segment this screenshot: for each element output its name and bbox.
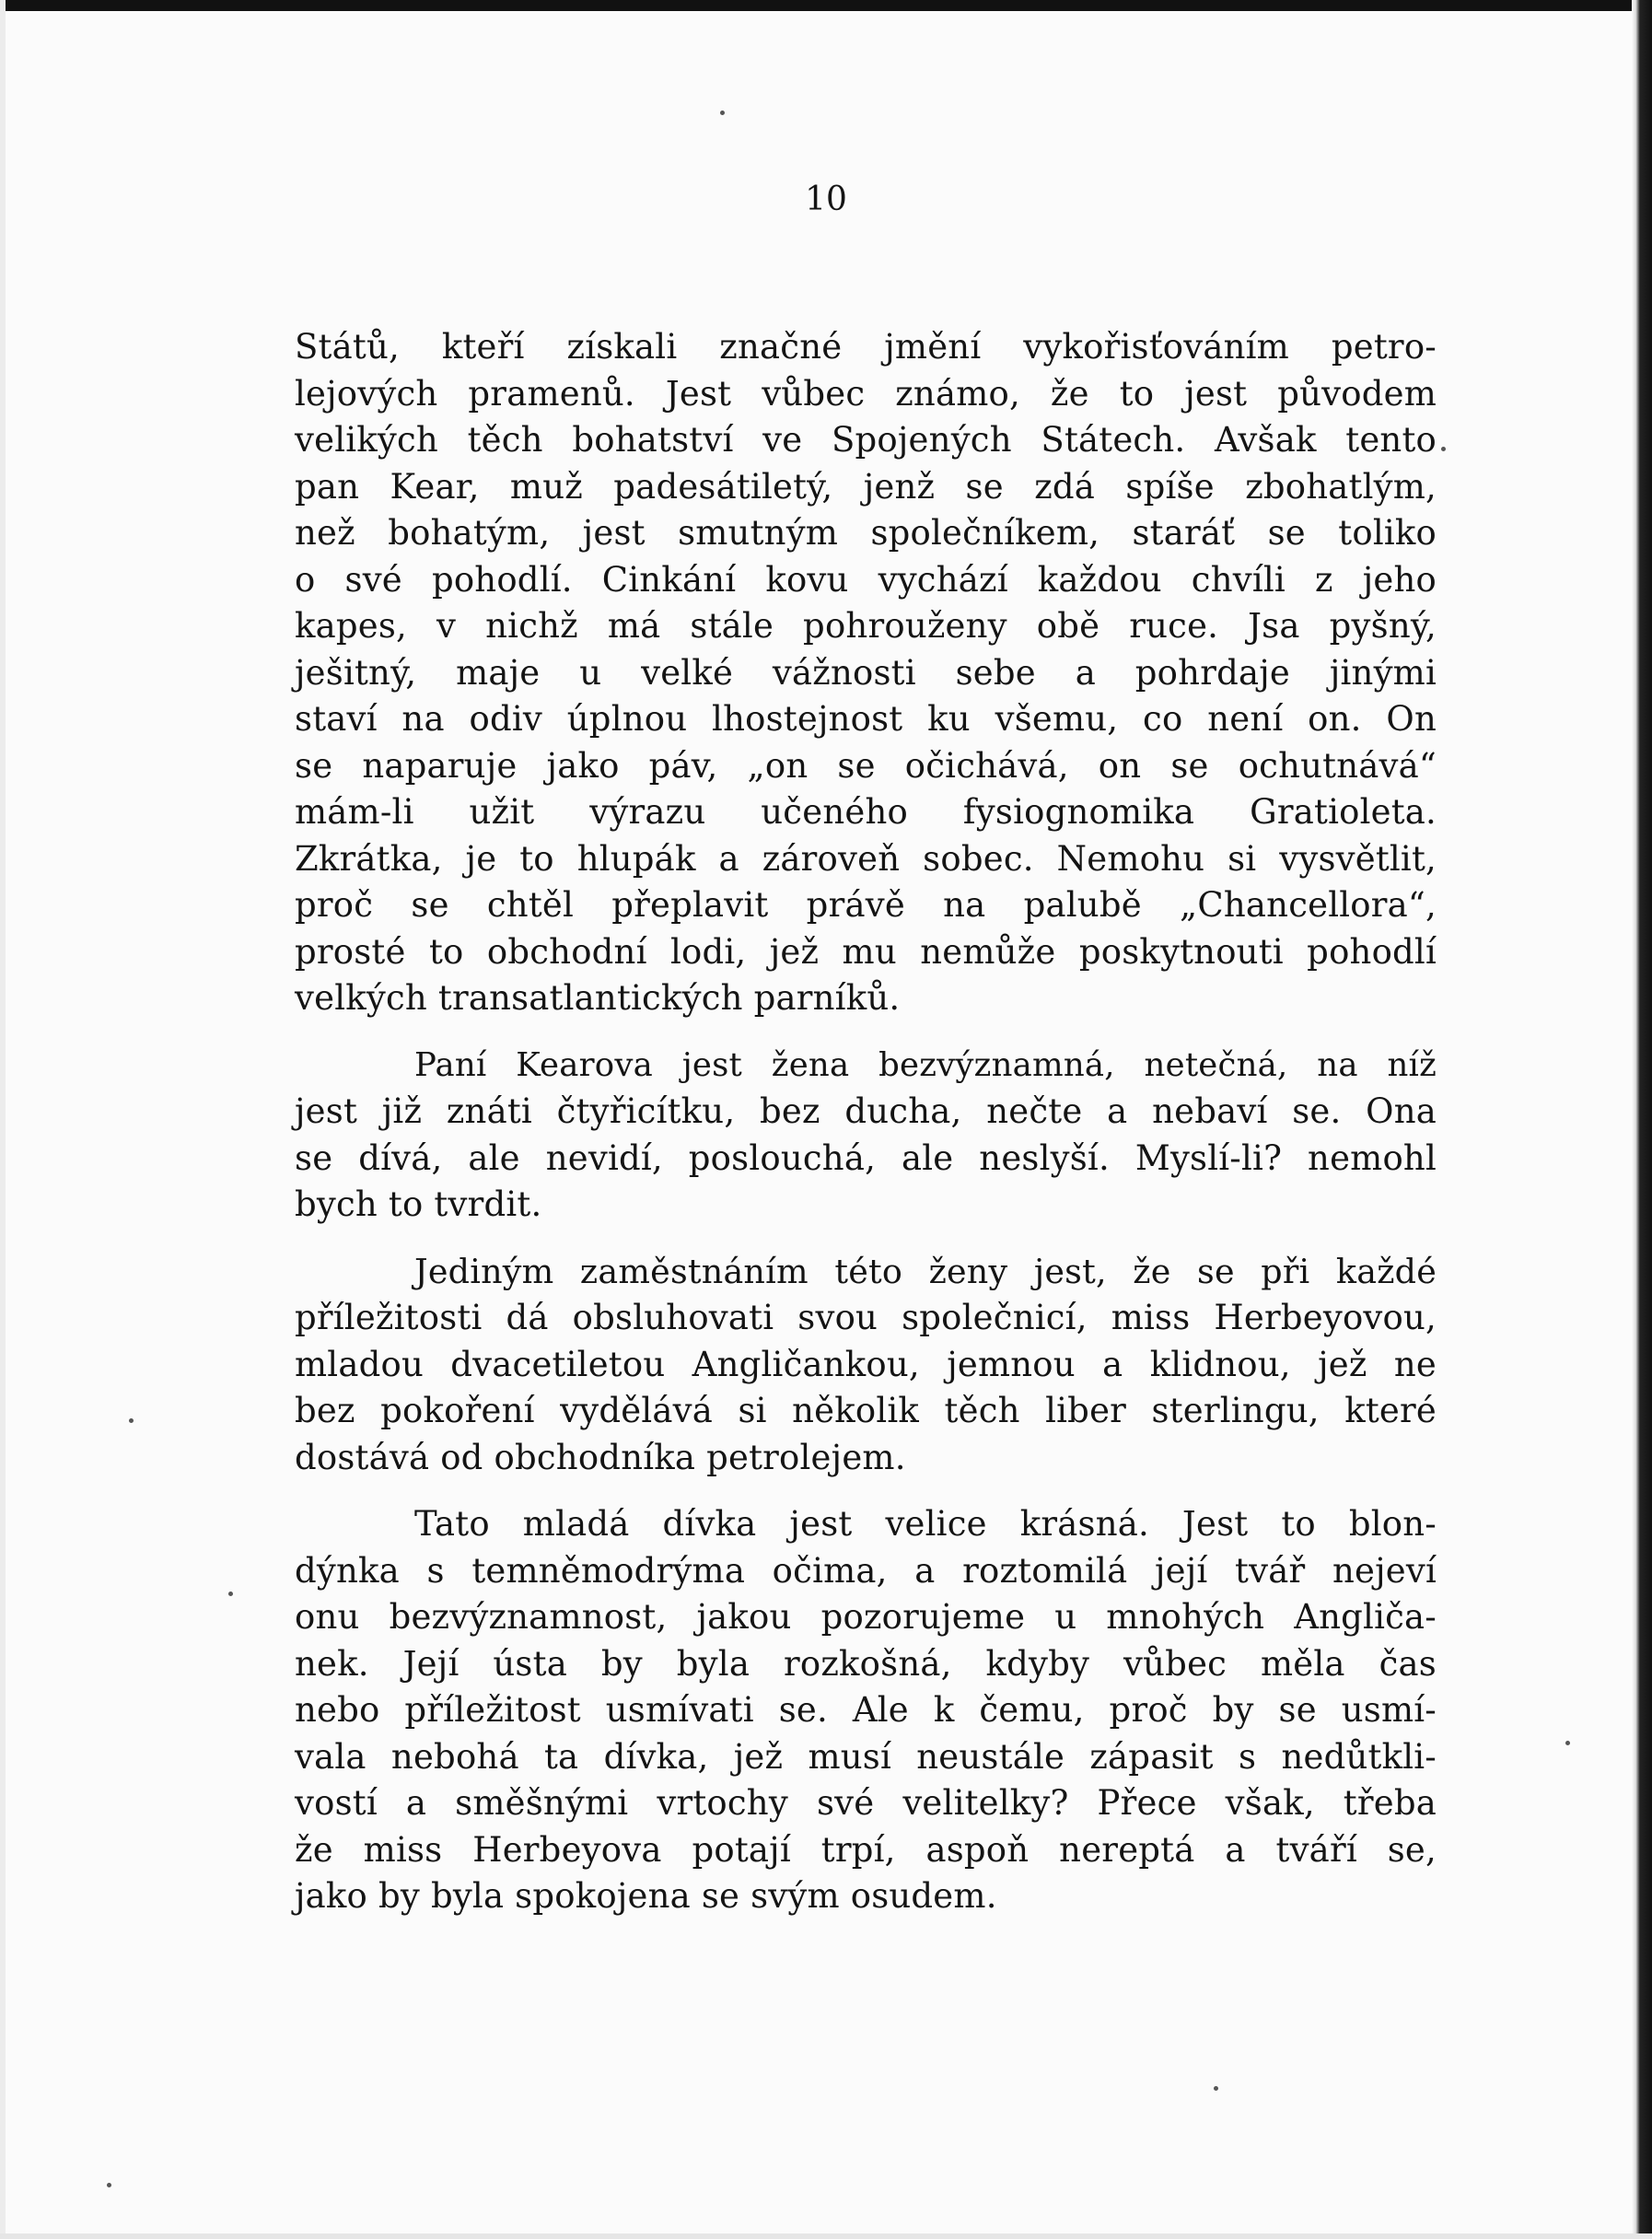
text-line: velkých transatlantických parníků.	[295, 978, 901, 1018]
text-line: Paní Kearova jest žena bezvýznamná, netečná, na níž	[414, 1045, 1437, 1084]
text-line: nebo příležitost usmívati se. Ale k čemu, proč by se usmí-	[295, 1690, 1437, 1730]
dust-speck	[1565, 1741, 1570, 1745]
text-line: dostává od obchodníka petrolejem.	[295, 1437, 906, 1477]
body-text	[295, 324, 1437, 1920]
text-line: příležitosti dá obsluhovati svou společnicí, miss Herbeyovou,	[295, 1298, 1437, 1337]
text-line: Jediným zaměstnáním této ženy jest, že se při každé	[414, 1251, 1437, 1291]
text-line: bez pokoření vydělává si několik těch liber sterlingu, které	[295, 1391, 1437, 1430]
text-line: mladou dvacetiletou Angličankou, jemnou a klidnou, jež ne	[295, 1344, 1437, 1384]
text-line: lejových pramenů. Jest vůbec známo, že to jest původem	[295, 373, 1437, 414]
page-number: 10	[805, 181, 847, 218]
paragraph-4	[295, 1501, 1437, 1920]
dust-speck	[228, 1592, 233, 1596]
dust-speck	[1214, 2086, 1218, 2091]
text-line: ješitný, maje u velké vážnosti sebe a pohrdaje jinými	[295, 652, 1437, 693]
dust-speck	[720, 111, 725, 115]
paragraph-3	[295, 1249, 1437, 1482]
text-line: vala nebohá ta dívka, jež musí neustále zápasit s nedůtkli-	[295, 1736, 1437, 1777]
text-line: se dívá, ale nevidí, poslouchá, ale neslyší. Myslí-li? nemohl	[295, 1137, 1437, 1178]
text-line: onu bezvýznamnost, jakou pozorujeme u mnohých Angliča-	[295, 1597, 1437, 1637]
text-line: vostí a směšnými vrtochy své velitelky? Přece však, třeba	[295, 1783, 1437, 1823]
text-line: staví na odiv úplnou lhostejnost ku všemu, co není on. On	[295, 699, 1437, 739]
scan-edge-right	[1632, 0, 1652, 2239]
text-line: jest již znáti čtyřicítku, bez ducha, nečte a nebaví se. Ona	[295, 1091, 1437, 1131]
scan-edge-left	[0, 0, 6, 2239]
text-line: mám-li užit výrazu učeného fysiognomika Gratioleta.	[295, 792, 1437, 832]
text-line: o své pohodlí. Cinkání kovu vychází každou chvíli z jeho	[295, 559, 1437, 600]
scan-edge-bottom	[0, 2233, 1652, 2239]
text-line: bych to tvrdit.	[295, 1184, 542, 1224]
scan-edge-top	[0, 0, 1652, 11]
text-line: jako by byla spokojena se svým osudem.	[295, 1876, 997, 1916]
dust-speck	[129, 1418, 134, 1423]
dust-speck	[1441, 447, 1446, 451]
text-line: pan Kear, muž padesátiletý, jenž se zdá spíše zbohatlým,	[295, 466, 1437, 507]
dust-speck	[107, 2183, 111, 2187]
text-line: kapes, v nichž má stále pohrouženy obě ruce. Jsa pyšný,	[295, 606, 1437, 646]
paragraph-1	[295, 324, 1437, 1022]
text-line: než bohatým, jest smutným společníkem, staráť se toliko	[295, 513, 1437, 553]
text-line: že miss Herbeyova potají trpí, aspoň nereptá a tváří se,	[295, 1829, 1437, 1870]
text-line: Států, kteří získali značné jmění vykořisťováním petro-	[295, 327, 1437, 367]
text-line: prosté to obchodní lodi, jež mu nemůže poskytnouti pohodlí	[295, 931, 1437, 972]
text-line: velikých těch bohatství ve Spojených Státech. Avšak tento	[295, 420, 1437, 460]
text-line: proč se chtěl přeplavit právě na palubě „Chancellora“,	[295, 885, 1437, 925]
text-line: Tato mladá dívka jest velice krásná. Jest to blon-	[414, 1504, 1437, 1544]
text-line: nek. Její ústa by byla rozkošná, kdyby vůbec měla čas	[295, 1643, 1437, 1684]
text-line: se naparuje jako páv, „on se očichává, on se ochutnává“	[295, 745, 1437, 786]
text-line: Zkrátka, je to hlupák a zároveň sobec. Nemohu si vysvětlit,	[295, 838, 1437, 879]
paragraph-2	[295, 1043, 1437, 1229]
text-line: dýnka s temněmodrýma očima, a roztomilá její tvář nejeví	[295, 1550, 1437, 1591]
